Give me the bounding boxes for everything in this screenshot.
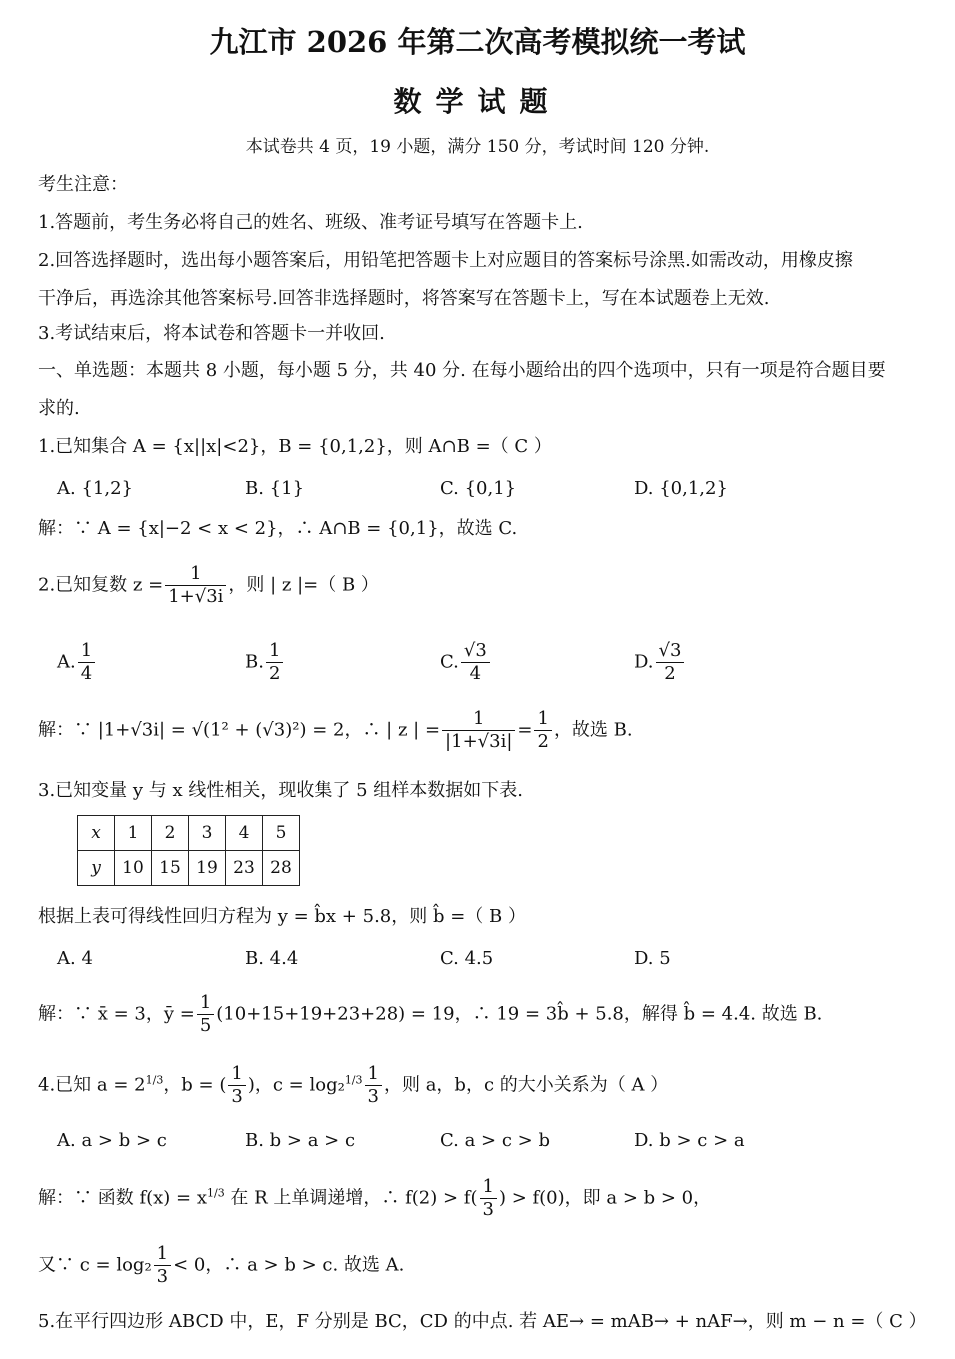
q2-option-a-frac bbox=[78, 640, 95, 685]
q2-option-b-den: 2 bbox=[268, 663, 281, 684]
q4-solution-1 bbox=[38, 1176, 711, 1221]
q4-sol1-mid: 在 R 上单调递增，∴ f(2) > f( bbox=[224, 1187, 478, 1209]
table-cell: 5 bbox=[263, 816, 300, 851]
table-cell: 2 bbox=[152, 816, 189, 851]
q2-option-a-num: 1 bbox=[78, 640, 95, 663]
q1-solution: 解：∵ A = {x|−2 < x < 2}，∴ A∩B = {0,1}，故选 C. bbox=[38, 518, 518, 539]
q2-option-d-num: √3 bbox=[656, 640, 685, 663]
table-cell: y bbox=[78, 851, 115, 886]
q2-frac-den: 1+√3i bbox=[168, 586, 224, 607]
q3-data-table bbox=[77, 815, 300, 886]
q2-option-c bbox=[440, 640, 492, 685]
q3-option-c: C. 4.5 bbox=[440, 948, 494, 969]
question-4-stem bbox=[38, 1063, 668, 1108]
q4-sol1-prefix: 解：∵ 函数 f(x) = x bbox=[38, 1187, 207, 1209]
notice-item-2b: 干净后，再选涂其他答案标号.回答非选择题时，将答案写在答题卡上，写在本试题卷上无效. bbox=[38, 288, 770, 309]
q4-solution-2 bbox=[38, 1243, 404, 1288]
section-1-heading-cont: 求的. bbox=[38, 398, 80, 419]
q4-sol2-num: 1 bbox=[154, 1243, 171, 1266]
q2-option-b-label: B. bbox=[245, 651, 264, 673]
notice-heading: 考生注意： bbox=[38, 174, 128, 195]
table-cell: 1 bbox=[115, 816, 152, 851]
table-cell: 3 bbox=[189, 816, 226, 851]
q4-stem-c-den: 3 bbox=[367, 1086, 379, 1107]
question-2-stem bbox=[38, 563, 379, 608]
table-row bbox=[78, 851, 300, 886]
q3-sol-prefix: 解：∵ x̄ = 3，ȳ = bbox=[38, 1003, 195, 1025]
table-cell: 23 bbox=[226, 851, 263, 886]
q1-option-b: B. {1} bbox=[245, 478, 305, 499]
q2-option-c-frac bbox=[461, 640, 490, 685]
q2-sol-frac-2-den: 2 bbox=[537, 731, 549, 752]
q3-sol-suffix: (10+15+19+23+28) = 19，∴ 19 = 3b̂ + 5.8，解得 b̂ = 4.4. 故选 B. bbox=[216, 1003, 823, 1025]
q2-option-a-den: 4 bbox=[80, 663, 93, 684]
q2-sol-eq: = bbox=[517, 719, 533, 741]
q4-option-d: D. b > c > a bbox=[634, 1130, 745, 1151]
q2-sol-frac-2-num: 1 bbox=[534, 708, 551, 731]
q4-stem-b-den: 3 bbox=[231, 1086, 243, 1107]
q2-option-a-label: A. bbox=[57, 651, 76, 673]
question-3-stem: 3.已知变量 y 与 x 线性相关，现收集了 5 组样本数据如下表. bbox=[38, 780, 523, 801]
subject-title: 数学试题 bbox=[393, 85, 562, 118]
q2-stem-prefix: 2.已知复数 z = bbox=[38, 574, 164, 596]
q2-option-a bbox=[57, 640, 97, 685]
q2-option-d-frac bbox=[656, 640, 685, 685]
table-row bbox=[78, 816, 300, 851]
q3-sol-frac-den: 5 bbox=[199, 1015, 212, 1036]
table-cell: 4 bbox=[226, 816, 263, 851]
q4-stem-c-frac bbox=[365, 1063, 382, 1108]
q4-stem-b-frac bbox=[228, 1063, 245, 1108]
table-cell: 15 bbox=[152, 851, 189, 886]
q4-sol1-num: 1 bbox=[480, 1176, 497, 1199]
q2-option-d-den: 2 bbox=[664, 663, 676, 684]
question-1-stem: 1.已知集合 A = {x||x|<2}，B = {0,1,2}，则 A∩B =（ C ） bbox=[38, 436, 552, 457]
q4-stem-b-num: 1 bbox=[228, 1063, 245, 1086]
question-5-stem: 5.在平行四边形 ABCD 中，E，F 分别是 BC，CD 的中点. 若 AE→ = mAB→ + nAF→，则 m − n =（ C ） bbox=[38, 1311, 927, 1332]
q2-sol-frac-1-den: |1+√3i| bbox=[445, 731, 513, 752]
q2-solution bbox=[38, 708, 633, 753]
q3-solution bbox=[38, 992, 822, 1037]
q4-stem-c-num: 1 bbox=[365, 1063, 382, 1086]
q4-stem-a-exp: 1/3 bbox=[145, 1073, 164, 1087]
q4-option-b: B. b > a > c bbox=[245, 1130, 356, 1151]
table-cell: 10 bbox=[115, 851, 152, 886]
q4-sol1-exp: 1/3 bbox=[206, 1186, 225, 1200]
q4-option-c: C. a > c > b bbox=[440, 1130, 550, 1151]
exam-title: 九江市 2026 年第二次高考模拟统一考试 bbox=[209, 25, 746, 59]
q4-sol2-suffix: < 0，∴ a > b > c. 故选 A. bbox=[173, 1254, 405, 1276]
q2-option-d bbox=[634, 640, 686, 685]
q4-sol1-frac bbox=[480, 1176, 497, 1221]
q2-option-c-den: 4 bbox=[469, 663, 482, 684]
q4-sol1-den: 3 bbox=[482, 1199, 494, 1220]
table-cell: 28 bbox=[263, 851, 300, 886]
q4-option-a: A. a > b > c bbox=[57, 1130, 167, 1151]
q2-option-b-frac bbox=[266, 640, 283, 685]
q1-option-a: A. {1,2} bbox=[57, 478, 133, 499]
q2-sol-prefix: 解：∵ |1+√3i| = √(1² + (√3)²) = 2，∴ | z | = bbox=[38, 719, 441, 741]
q4-stem-end: ，则 a，b，c 的大小关系为（ A ） bbox=[383, 1074, 669, 1096]
q2-option-b-num: 1 bbox=[266, 640, 283, 663]
notice-item-3: 3.考试结束后，将本试卷和答题卡一并收回. bbox=[38, 323, 385, 344]
q4-stem-c: )，c = log₂ bbox=[247, 1074, 345, 1096]
exam-intro: 本试卷共 4 页，19 小题，满分 150 分，考试时间 120 分钟. bbox=[245, 137, 710, 157]
q4-stem-b-exp: 1/3 bbox=[344, 1073, 363, 1087]
q4-sol1-suffix: ) > f(0)，即 a > b > 0， bbox=[498, 1187, 712, 1209]
q1-option-d: D. {0,1,2} bbox=[634, 478, 728, 499]
q4-stem-b: ，b = ( bbox=[163, 1074, 227, 1096]
q4-sol2-prefix: 又∵ c = log₂ bbox=[38, 1254, 152, 1276]
q2-option-b bbox=[245, 640, 285, 685]
q3-option-b: B. 4.4 bbox=[245, 948, 299, 969]
notice-item-1: 1.答题前，考生务必将自己的姓名、班级、准考证号填写在答题卡上. bbox=[38, 212, 583, 233]
q2-sol-frac-1-num: 1 bbox=[442, 708, 515, 731]
q3-option-d: D. 5 bbox=[634, 948, 671, 969]
q2-frac-num: 1 bbox=[165, 563, 226, 586]
q2-sol-suffix: ，故选 B. bbox=[553, 719, 633, 741]
q2-fraction bbox=[165, 563, 226, 608]
q2-sol-frac-2 bbox=[534, 708, 551, 753]
q2-option-c-num: √3 bbox=[461, 640, 490, 663]
table-cell: 19 bbox=[189, 851, 226, 886]
q2-option-c-label: C. bbox=[440, 651, 459, 673]
notice-item-2a: 2.回答选择题时，选出每小题答案后，用铅笔把答题卡上对应题目的答案标号涂黑.如需改动，用橡皮擦 bbox=[38, 250, 853, 271]
q3-stem-2: 根据上表可得线性回归方程为 y = b̂x + 5.8，则 b̂ =（ B ） bbox=[38, 906, 526, 927]
table-cell: x bbox=[78, 816, 115, 851]
q4-stem-a: 4.已知 a = 2 bbox=[38, 1074, 146, 1096]
q2-sol-frac-1 bbox=[442, 708, 515, 753]
q1-option-c: C. {0,1} bbox=[440, 478, 517, 499]
q4-sol2-frac bbox=[154, 1243, 171, 1288]
section-1-heading: 一、单选题：本题共 8 小题，每小题 5 分，共 40 分. 在每小题给出的四个选项中，只有一项是符合题目要 bbox=[38, 360, 886, 381]
q3-sol-frac bbox=[197, 992, 214, 1037]
q3-option-a: A. 4 bbox=[57, 948, 93, 969]
q4-sol2-den: 3 bbox=[156, 1266, 169, 1287]
q3-sol-frac-num: 1 bbox=[197, 992, 214, 1015]
q2-option-d-label: D. bbox=[634, 651, 654, 673]
q2-stem-suffix: ，则 | z |=（ B ） bbox=[228, 574, 379, 596]
